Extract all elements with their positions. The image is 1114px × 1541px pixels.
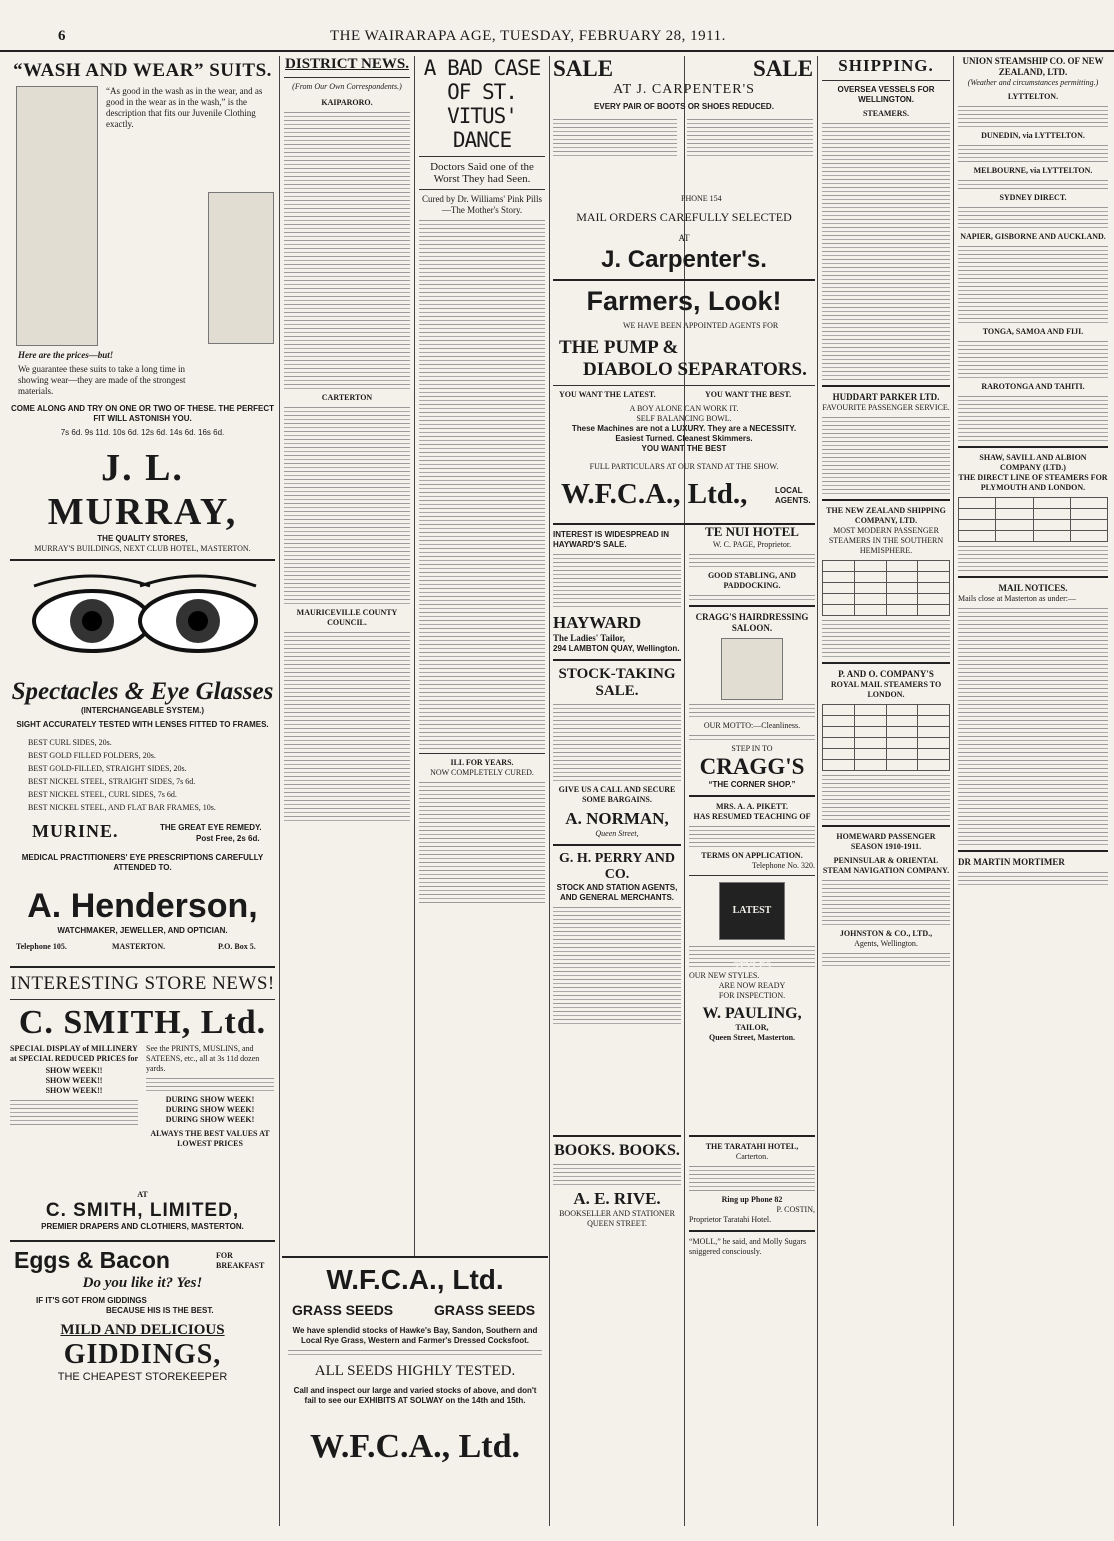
grass-seeds-row xyxy=(282,1302,548,1326)
now-completely-cured: NOW COMPLETELY CURED. xyxy=(430,768,534,777)
tenui-hotel: TE NUI HOTEL xyxy=(705,524,799,539)
union-steamship: UNION STEAMSHIP CO. OF NEW ZEALAND, LTD. xyxy=(962,56,1104,77)
rive-name: A. E. RIVE. xyxy=(573,1189,661,1208)
appointed-agents: WE HAVE BEEN APPOINTED AGENTS FOR xyxy=(623,321,779,330)
pauling-name: W. PAULING, xyxy=(702,1005,802,1022)
murray-name: J. L. MURRAY, xyxy=(47,447,238,533)
st-vitus-text xyxy=(419,220,545,749)
lambton-quay: 294 LAMBTON QUAY, Wellington. xyxy=(553,644,680,653)
give-us-a-call: GIVE US A CALL AND SECURE SOME BARGAINS. xyxy=(558,785,676,804)
craggs-name: CRAGG'S xyxy=(699,754,805,779)
our-motto: OUR MOTTO:—Cleanliness. xyxy=(703,721,801,730)
craggs-saloon-title: CRAGG'S HAIRDRESSING SALOON. xyxy=(695,612,809,633)
st-vitus-cured: Cured by Dr. Williams' Pink Pills—The Mother's Story. xyxy=(421,194,543,215)
spectacles-title: Spectacles & Eye Glasses xyxy=(11,678,274,705)
henderson-tel: Telephone 105. xyxy=(16,942,67,951)
smith-at: AT xyxy=(137,1190,148,1199)
grass-seeds-right: GRASS SEEDS xyxy=(434,1302,536,1318)
eyes-icon xyxy=(10,566,275,678)
kaiparoro-text xyxy=(284,112,410,389)
spectacles-item: BEST NICKEL STEEL, CURL SIDES, 7s 6d. xyxy=(28,790,177,799)
taratahi-hotel: THE TARATAHI HOTEL, xyxy=(705,1142,799,1151)
want-latest: YOU WANT THE LATEST. xyxy=(559,390,656,399)
murine-note: MEDICAL PRACTITIONERS' EYE PRESCRIPTIONS CAREFULLY ATTENDED TO. xyxy=(21,853,264,872)
spectacles-item: BEST NICKEL STEEL, AND FLAT BAR FRAMES, 10s. xyxy=(28,803,216,812)
show-week-2: SHOW WEEK!! xyxy=(45,1076,103,1085)
mails-close: Mails close at Masterton as under:— xyxy=(958,594,1076,603)
luxury-necessity: These Machines are not a LUXURY. They are a NECESSITY. xyxy=(571,424,797,433)
column-3 xyxy=(419,56,545,1252)
mild-delicious: MILD AND DELICIOUS xyxy=(60,1322,225,1338)
henderson-name: A. Henderson, xyxy=(27,887,258,925)
resumed-teaching: HAS RESUMED TEACHING OF xyxy=(693,812,811,821)
norman-queen: Queen Street, xyxy=(595,829,639,838)
shaw-direct: THE DIRECT LINE OF STEAMERS FOR PLYMOUTH AND LONDON. xyxy=(958,473,1108,492)
diabolo-title: DIABOLO SEPARATORS. xyxy=(583,359,807,380)
boy-suit-illustration xyxy=(16,86,98,346)
column-rule xyxy=(549,56,550,1526)
melbourne-heading: MELBOURNE, via LYTTELTON. xyxy=(973,166,1093,175)
nz-shipping-company: THE NEW ZEALAND SHIPPING COMPANY, LTD. xyxy=(826,506,946,525)
huddart-parker: HUDDART PARKER LTD. xyxy=(832,392,940,402)
rarotonga-heading: RAROTONGA AND TAHITI. xyxy=(981,382,1085,391)
spectacles-sight: SIGHT ACCURATELY TESTED WITH LENSES FITTED TO FRAMES. xyxy=(16,720,269,729)
pikett-name: MRS. A. A. PIKETT. xyxy=(715,802,789,811)
do-you-like: Do you like it? Yes! xyxy=(82,1275,203,1291)
murray-tag: THE QUALITY STORES, xyxy=(97,534,188,543)
store-news-title: INTERESTING STORE NEWS! xyxy=(10,973,275,994)
our-new-styles: OUR NEW STYLES. xyxy=(689,971,760,980)
from-correspondents: (From Our Own Correspondents.) xyxy=(292,82,402,91)
smith-drapers: PREMIER DRAPERS AND CLOTHIERS, MASTERTON. xyxy=(41,1222,244,1231)
column-rule xyxy=(953,56,954,1526)
oversea-vessels: OVERSEA VESSELS FOR WELLINGTON. xyxy=(837,85,935,104)
wash-intro: “As good in the wash as in the wear, and as good in the wear as in the wash,” is the description that fits our Juvenile Clothing exactly. xyxy=(106,86,263,129)
murine-post: Post Free, 2s 6d. xyxy=(196,834,260,843)
want-row xyxy=(553,390,815,404)
st-vitus-sub: Doctors Said one of the Worst They had Seen. xyxy=(430,161,534,185)
page-number: 6 xyxy=(58,28,66,44)
homeward-season: HOMEWARD PASSENGER SEASON 1910-1911. xyxy=(836,832,936,851)
wfca-row xyxy=(553,478,815,518)
weather-permitting: (Weather and circumstances permitting.) xyxy=(967,78,1099,87)
wfca-name: W.F.C.A., Ltd., xyxy=(561,478,748,510)
henderson-town: MASTERTON. xyxy=(112,942,166,951)
wash-and-wear-title: “WASH AND WEAR” SUITS. xyxy=(13,60,272,81)
column-1 xyxy=(10,56,275,1526)
column-4 xyxy=(553,56,815,1526)
grass-seeds-left: GRASS SEEDS xyxy=(292,1302,394,1318)
if-its-giddings: IF IT'S GOT FROM GIDDINGS xyxy=(36,1296,147,1305)
column-2 xyxy=(284,56,410,1252)
shaving-mug-illustration xyxy=(721,638,783,700)
column-6 xyxy=(822,56,950,1526)
corner-shop: “THE CORNER SHOP.” xyxy=(708,780,796,789)
costin-name: P. COSTIN, xyxy=(776,1205,815,1214)
page-header xyxy=(0,22,1114,52)
step-in-to: STEP IN TO xyxy=(731,744,773,753)
ring-up: Ring up Phone 82 xyxy=(721,1195,783,1204)
wfca-seeds-title-2: W.F.C.A., Ltd. xyxy=(309,1428,521,1465)
easiest-turned: Easiest Turned. Cleanest Skimmers. xyxy=(615,434,753,443)
murine-row xyxy=(10,821,275,853)
mauriceville-text xyxy=(284,632,410,821)
hayward-title: HAYWARD xyxy=(553,613,642,632)
pauling-tailor: TAILOR, xyxy=(735,1023,769,1032)
sydney-heading: SYDNEY DIRECT. xyxy=(999,193,1067,202)
steamers-heading: STEAMERS. xyxy=(862,109,909,118)
local-agents: LOCAL AGENTS. xyxy=(775,486,811,505)
martin-mortimer: DR MARTIN MORTIMER xyxy=(958,857,1065,867)
self-balancing: SELF BALANCING BOWL. xyxy=(636,414,732,423)
at-carpenters: AT J. CARPENTER'S xyxy=(613,82,755,97)
suit-prices: 7s 6d. 9s 11d. 10s 6d. 12s 6d. 14s 6d. 16s 6d. xyxy=(60,428,225,437)
carpenter-items xyxy=(553,112,815,194)
ill-for-years: ILL FOR YEARS. xyxy=(450,758,514,767)
show-week-3: SHOW WEEK!! xyxy=(45,1086,103,1095)
for-inspection: FOR INSPECTION. xyxy=(718,991,786,1000)
you-want-best: YOU WANT THE BEST xyxy=(641,444,727,453)
spectacles-item: BEST NICKEL STEEL, STRAIGHT SIDES, 7s 6d. xyxy=(28,777,196,786)
during-2: DURING SHOW WEEK! xyxy=(165,1105,255,1114)
wfca-seeds-ad xyxy=(282,1256,548,1528)
farmers-look: Farmers, Look! xyxy=(586,286,782,316)
pump-title: THE PUMP & xyxy=(559,337,679,358)
phone-154: PHONE 154 xyxy=(681,194,722,203)
shipping-title: SHIPPING. xyxy=(838,56,934,75)
wash-ad-body xyxy=(10,82,275,404)
sale-row xyxy=(553,56,815,82)
during-1: DURING SHOW WEEK! xyxy=(165,1095,255,1104)
district-news-title: DISTRICT NEWS. xyxy=(285,56,409,72)
tenui-page: W. C. PAGE, Proprietor. xyxy=(712,540,792,549)
sailor-suit-illustration xyxy=(208,192,274,344)
seeds-body: We have splendid stocks of Hawke's Bay, Sandon, Southern and Local Rye Grass, Western and Farmer's Dressed Cocksfoot. xyxy=(292,1326,538,1345)
po-royal-mail: ROYAL MAIL STEAMERS TO LONDON. xyxy=(830,680,942,699)
smith-prints: See the PRINTS, MUSLINS, and SATEENS, etc., all at 3s 11d dozen yards. xyxy=(146,1044,260,1073)
smith-limited: C. SMITH, LIMITED, xyxy=(45,1200,240,1221)
spectacles-sub: (INTERCHANGEABLE SYSTEM.) xyxy=(80,706,205,715)
good-stabling: GOOD STABLING, AND PADDOCKING. xyxy=(707,571,797,590)
always-best: ALWAYS THE BEST VALUES AT LOWEST PRICES xyxy=(150,1129,270,1148)
taratahi-carterton: Carterton. xyxy=(735,1152,769,1161)
henderson-box: P.O. Box 5. xyxy=(218,942,256,951)
carterton-heading: CARTERTON xyxy=(321,393,373,402)
boy-alone: A BOY ALONE CAN WORK IT. xyxy=(629,404,739,413)
smith-title: C. SMITH, Ltd. xyxy=(18,1004,267,1041)
want-best: YOU WANT THE BEST. xyxy=(705,390,792,399)
come-along-text: COME ALONG AND TRY ON ONE OR TWO OF THESE. THE PERFECT FIT WILL ASTONISH YOU. xyxy=(11,404,274,423)
shaw-table xyxy=(958,497,1108,542)
mail-notices-title: MAIL NOTICES. xyxy=(998,583,1068,593)
norman-name: A. NORMAN, xyxy=(565,809,669,828)
kaiparoro-heading: KAIPARORO. xyxy=(321,98,373,107)
perry-title: G. H. PERRY AND CO. xyxy=(558,851,676,882)
seeds-exhibits: Call and inspect our large and varied stocks of above, and don't fail to see our EXHIBITS AT SOLWAY on the 14th and 15th. xyxy=(293,1386,537,1405)
mauriceville-heading: MAURICEVILLE COUNTY COUNCIL. xyxy=(296,608,398,627)
tonga-heading: TONGA, SAMOA AND FIJI. xyxy=(982,327,1084,336)
split-block xyxy=(553,524,815,1130)
murine-remedy: THE GREAT EYE REMEDY. xyxy=(160,823,262,832)
smith-special: SPECIAL DISPLAY of MILLINERY at SPECIAL REDUCED PRICES for xyxy=(10,1044,139,1063)
column-7 xyxy=(958,56,1108,1526)
stock-taking-title: STOCK-TAKING SALE. xyxy=(558,666,676,699)
telephone-320: Telephone No. 320. xyxy=(752,861,815,870)
during-3: DURING SHOW WEEK! xyxy=(165,1115,255,1124)
dunedin-heading: DUNEDIN, via LYTTELTON. xyxy=(981,131,1085,140)
are-now-ready: ARE NOW READY xyxy=(718,981,786,990)
most-modern-steamers: MOST MODERN PASSENGER STEAMERS IN THE SOUTHERN HEMISPHERE. xyxy=(828,526,944,555)
taratahi-prop: Proprietor Taratahi Hotel. xyxy=(689,1215,772,1224)
peninsular-oriental: PENINSULAR & ORIENTAL STEAM NAVIGATION COMPANY. xyxy=(822,856,950,875)
full-particulars: FULL PARTICULARS AT OUR STAND AT THE SHOW. xyxy=(589,462,779,471)
smith-body xyxy=(10,1042,275,1190)
johnston-agents: Agents, Wellington. xyxy=(854,939,918,948)
po-table xyxy=(822,704,950,771)
murray-address: MURRAY'S BUILDINGS, NEXT CLUB HOTEL, MASTERTON. xyxy=(34,544,251,553)
sale-right: SALE xyxy=(753,56,814,81)
because-best: BECAUSE HIS IS THE BEST. xyxy=(106,1306,214,1315)
nz-shipping-table xyxy=(822,560,950,616)
every-pair: EVERY PAIR OF BOOTS OR SHOES REDUCED. xyxy=(594,102,774,111)
spectacles-list xyxy=(28,738,275,813)
guarantee-text: We guarantee these suits to take a long time in showing wear—they are made of the strongest materials. xyxy=(18,364,186,396)
spectacles-item: BEST GOLD FILLED FOLDERS, 20s. xyxy=(28,751,156,760)
sale-left: SALE xyxy=(553,56,614,81)
books-title: BOOKS. BOOKS. xyxy=(554,1142,680,1159)
latest-styles-badge: LATEST STYLES xyxy=(719,882,785,940)
column-rule xyxy=(279,56,280,1526)
murine-title: MURINE. xyxy=(32,821,119,841)
napier-heading: NAPIER, GISBORNE AND AUCKLAND. xyxy=(960,232,1106,241)
shaw-savill: SHAW, SAVILL AND ALBION COMPANY (LTD.) xyxy=(979,453,1087,472)
carterton-text xyxy=(284,407,410,604)
terms-application: TERMS ON APPLICATION. xyxy=(701,851,803,860)
eyes-illustration xyxy=(10,566,275,678)
carpenter-name: J. Carpenter's. xyxy=(601,246,767,273)
for-breakfast: FOR BREAKFAST xyxy=(216,1251,265,1270)
interest-widespread: INTEREST IS WIDESPREAD IN HAYWARD'S SALE. xyxy=(553,530,670,549)
henderson-trade: WATCHMAKER, JEWELLER, AND OPTICIAN. xyxy=(57,926,228,935)
eggs-row xyxy=(10,1247,275,1275)
spectacles-item: BEST CURL SIDES, 20s. xyxy=(28,738,112,747)
pauling-address: Queen Street, Masterton. xyxy=(708,1033,796,1042)
favourite-service: FAVOURITE PASSENGER SERVICE. xyxy=(822,403,950,412)
mail-orders: MAIL ORDERS CAREFULLY SELECTED xyxy=(576,210,792,224)
ladies-tailor: The Ladies' Tailor, xyxy=(553,633,625,643)
all-seeds-tested: ALL SEEDS HIGHLY TESTED. xyxy=(314,1363,516,1379)
carpenter-at: AT xyxy=(678,233,690,243)
show-week-1: SHOW WEEK!! xyxy=(45,1066,103,1075)
wfca-seeds-title: W.F.C.A., Ltd. xyxy=(326,1264,504,1295)
henderson-contacts xyxy=(10,942,275,956)
johnston-co: JOHNSTON & CO., LTD., xyxy=(839,929,933,938)
po-company: P. AND O. COMPANY'S xyxy=(838,669,934,679)
st-vitus-title: A BAD CASE OF ST. VITUS' DANCE xyxy=(423,56,541,152)
prices-caption: Here are the prices—but! xyxy=(18,350,114,360)
perry-sub: STOCK AND STATION AGENTS, AND GENERAL MERCHANTS. xyxy=(556,883,678,902)
moll-story: “MOLL,” he said, and Molly Sugars sniggered consciously. xyxy=(689,1237,807,1256)
giddings-name: GIDDINGS, xyxy=(63,1339,222,1370)
column-rule xyxy=(817,56,818,1526)
lyttelton-heading: LYTTELTON. xyxy=(1007,92,1059,101)
lower-split xyxy=(553,1130,815,1330)
rive-sub: BOOKSELLER AND STATIONER QUEEN STREET. xyxy=(559,1209,675,1228)
masthead: THE WAIRARAPA AGE, TUESDAY, FEBRUARY 28, 1911. xyxy=(330,28,726,44)
spectacles-item: BEST GOLD-FILLED, STRAIGHT SIDES, 20s. xyxy=(28,764,187,773)
eggs-title: Eggs & Bacon xyxy=(14,1247,170,1273)
cheapest-storekeeper: THE CHEAPEST STOREKEEPER xyxy=(57,1371,228,1383)
